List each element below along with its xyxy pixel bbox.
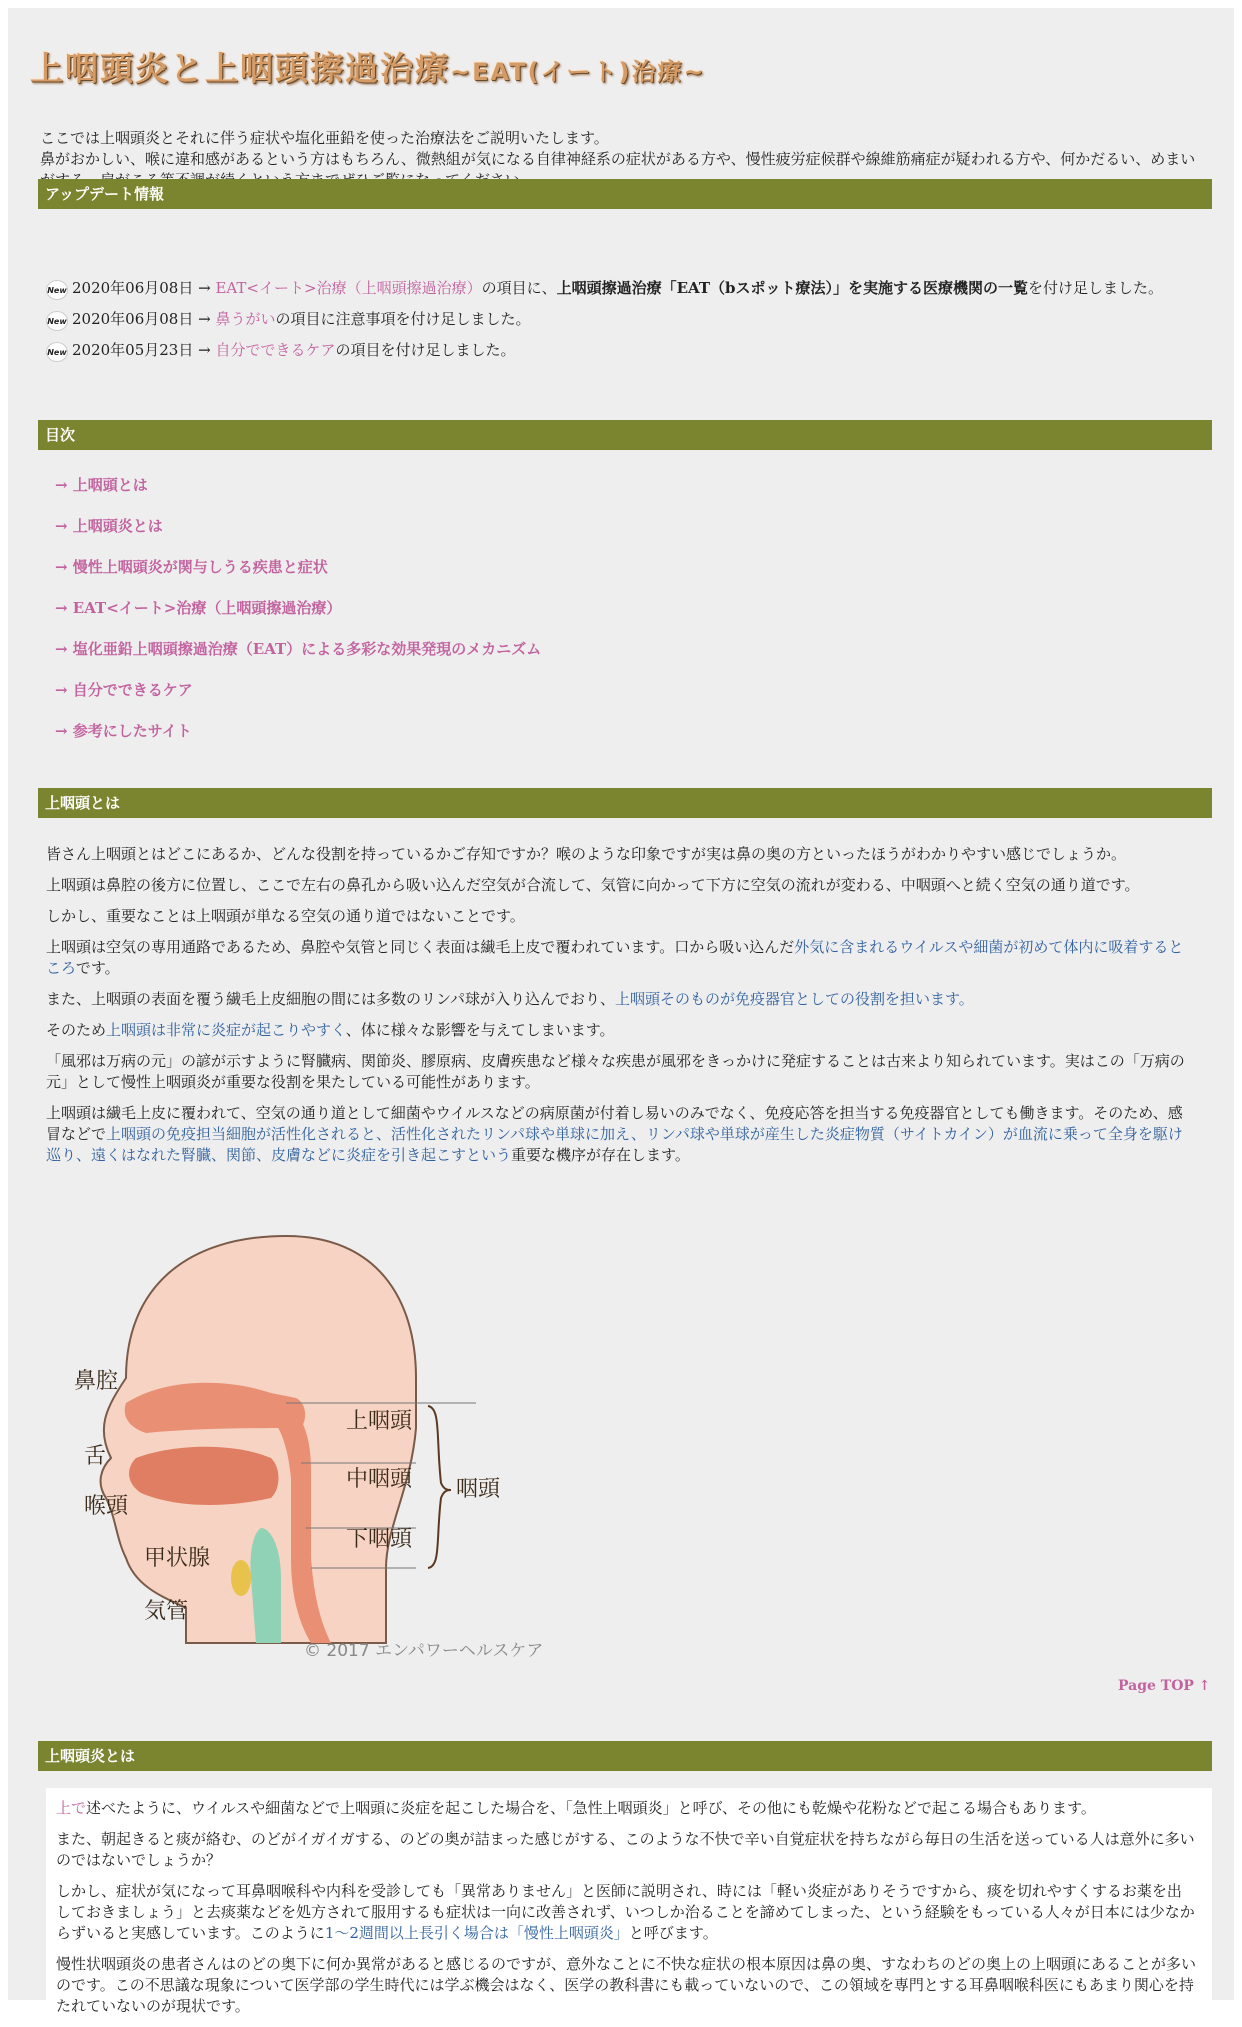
highlight-text: 上咽頭そのものが免疫器官としての役割を担います。	[614, 990, 974, 1008]
update-link[interactable]: 鼻うがい	[215, 310, 276, 328]
page-top-link[interactable]: Page TOP ↑	[1118, 1678, 1211, 1694]
text: また、上咽頭の表面を覆う繊毛上皮細胞の間には多数のリンパ球が入り込んでおり、	[46, 990, 615, 1008]
update-text: の項目を付け足しました。	[335, 341, 516, 359]
page-title	[30, 43, 706, 90]
paragraph: また、朝起きると痰が絡む、のどがイガイガする、のどの奥が詰まった感じがする、このような不快で辛い自覚症状を持ちながら毎日の生活を送っている人は意外に多いのではないでしょうか？	[56, 1830, 1195, 1869]
toc-link-mechanism[interactable]: → 塩化亜鉛上咽頭擦過治療（EAT）による多彩な効果発現のメカニズム	[55, 640, 542, 658]
update-date: 2020年05月23日 →	[72, 341, 211, 359]
update-bold: 上咽頭擦過治療「EAT（bスポット療法）」を実施する医療機関の一覧	[556, 279, 1028, 297]
paragraph: 上咽頭は鼻腔の後方に位置し、ここで左右の鼻孔から吸い込んだ空気が合流して、気管に向かって下方に空気の流れが変わる、中咽頭へと続く空気の通り道です。	[46, 876, 1140, 894]
paragraph: 慢性状咽頭炎の患者さんはのどの奥下に何か異常があると感じるのですが、意外なことに不快な症状の根本原因は鼻の奥、すなわちのどの奥上の上咽頭にあることが多いのです。この不思議な現象について医学部の学生時代には学ぶ機会はなく、医学の教科書にも載っていないので、この領域を専門とする耳鼻咽喉科医にもあまり関心を持たれていないのが現状です。	[56, 1955, 1197, 2015]
update-item	[46, 309, 1206, 331]
toc-link-eat[interactable]: → EAT<イート>治療（上咽頭擦過治療）	[55, 599, 342, 617]
label-koujousen: 甲状腺	[144, 1546, 211, 1571]
paragraph	[46, 1020, 1196, 1041]
paragraph: しかし、重要なことは上咽頭が単なる空気の通り道ではないことです。	[46, 907, 525, 925]
update-text: の項目に注意事項を付け足しました。	[275, 310, 531, 328]
label-kikan: 気管	[144, 1599, 189, 1624]
text: です。	[75, 959, 120, 977]
label-kaintou: 下咽頭	[346, 1527, 413, 1552]
paragraph	[46, 1103, 1196, 1166]
highlight-text: 外気に含まれるウイルスや細菌が初めて体内に吸着するところ	[46, 938, 1184, 977]
label-shita: 舌	[84, 1444, 107, 1469]
toc-link-selfcare[interactable]: → 自分でできるケア	[55, 681, 193, 699]
up-link[interactable]: 上で	[56, 1799, 87, 1817]
text: と呼びます。	[628, 1924, 718, 1942]
title-main: 上咽頭炎と上咽頭擦過治療	[30, 49, 450, 88]
thyroid-shape	[231, 1560, 251, 1596]
update-tail: を付け足しました。	[1028, 279, 1164, 297]
highlight-text: 上咽頭の免疫担当細胞が活性化されると、活性化されたリンパ球や単球に加え、リンパ球や単球が産生した炎症物質（サイトカイン）が血流に乗って全身を駆け巡り、遠くはなれた腎臓、関節、皮膚などに炎症を引き起こすという	[46, 1125, 1183, 1164]
toc-link-jouintou[interactable]: → 上咽頭とは	[55, 476, 148, 494]
paragraph	[46, 989, 1196, 1010]
paragraph: 「風邪は万病の元」の諺が示すように腎臓病、関節炎、膠原病、皮膚疾患など様々な疾患が風邪をきっかけに発症することは古来より知られています。実はこの「万病の元」として慢性上咽頭炎が重要な役割を果たしている可能性があります。	[46, 1052, 1185, 1091]
update-body	[211, 278, 1206, 300]
section-heading-jouintou: 上咽頭とは	[38, 788, 1212, 818]
update-link[interactable]: 自分でできるケア	[215, 341, 336, 359]
diagram-credit: © 2017 エンパワーヘルスケア	[304, 1641, 544, 1661]
text: 上咽頭は繊毛上皮に覆われて、空気の通り道として細菌やウイルスなどの病原菌が付着し易いのみでなく、免疫応答を担当する免疫器官としても働きます。そのため、感冒などで	[46, 1104, 1183, 1143]
update-date: 2020年06月08日 →	[72, 279, 211, 297]
page-container	[8, 8, 1234, 2015]
highlight-text: 上咽頭は非常に炎症が起こりやすく	[106, 1021, 346, 1039]
label-jouintou: 上咽頭	[346, 1409, 413, 1434]
section-heading-jouintouen: 上咽頭炎とは	[38, 1741, 1212, 1771]
pharynx-anatomy-diagram	[56, 1228, 546, 1668]
label-chuuintou: 中咽頭	[346, 1467, 413, 1492]
text: 、体に様々な影響を与えてしまいます。	[345, 1021, 615, 1039]
table-of-contents	[55, 474, 541, 761]
update-item	[46, 278, 1206, 300]
paragraph	[56, 1881, 1196, 1944]
toc-link-diseases[interactable]: → 慢性上咽頭炎が関与しうる疾患と症状	[55, 558, 328, 576]
new-badge-icon: New	[46, 342, 68, 362]
paragraph	[46, 937, 1196, 979]
update-body	[211, 309, 1206, 331]
label-bikuu: 鼻腔	[74, 1369, 119, 1394]
section-jouintouen	[46, 1788, 1212, 2015]
toc-link-references[interactable]: → 参考にしたサイト	[55, 722, 192, 740]
update-date: 2020年06月08日 →	[72, 310, 211, 328]
update-link[interactable]: EAT<イート>治療（上咽頭擦過治療）	[215, 279, 482, 297]
toc-link-jouintouen[interactable]: → 上咽頭炎とは	[55, 517, 163, 535]
updates-heading: アップデート情報	[38, 179, 1212, 209]
text: しかし、症状が気になって耳鼻咽喉科や内科を受診しても「異常ありません」と医師に説明され、時には「軽い炎症がありそうですから、痰を切れやすくするお薬を出しておきましょう」と去痰薬などを処方されて服用するも症状は一向に改善されず、いつしか治ることを諦めてしまった、という経験をもっている人々が日本には少なからずいると実感しています。このように	[56, 1882, 1195, 1942]
text: 重要な機序が存在します。	[511, 1146, 690, 1164]
new-badge-icon: New	[46, 280, 68, 300]
text: 述べたように、ウイルスや細菌などで上咽頭に炎症を起こした場合を、「急性上咽頭炎」と呼び、その他にも乾燥や花粉などで起こる場合もあります。	[86, 1799, 1096, 1817]
text: 上咽頭は空気の専用通路であるため、鼻腔や気管と同じく表面は繊毛上皮で覆われています。口から吸い込んだ	[46, 938, 795, 956]
section-jouintou	[46, 844, 1196, 1176]
paragraph: 皆さん上咽頭とはどこにあるか、どんな役割を持っているかご存知ですか？喉のような印象ですが実は鼻の奥の方といったほうがわかりやすい感じでしょうか。	[46, 845, 1127, 863]
label-koutou: 喉頭	[84, 1494, 129, 1519]
updates-list	[46, 278, 1206, 371]
text: そのため	[46, 1021, 107, 1039]
highlight-text: 1～2週間以上長引く場合は「慢性上咽頭炎」	[324, 1924, 629, 1942]
intro-line-1: ここでは上咽頭炎とそれに伴う症状や塩化亜鉛を使った治療法をご説明いたします。	[40, 129, 609, 147]
label-intou: 咽頭	[456, 1477, 501, 1502]
toc-heading: 目次	[38, 420, 1212, 450]
update-text: の項目に、	[481, 279, 557, 297]
update-item	[46, 340, 1206, 362]
section-body	[56, 1798, 1196, 2027]
new-badge-icon: New	[46, 311, 68, 331]
tongue-shape	[129, 1447, 278, 1505]
update-body	[211, 340, 1206, 362]
intro-line-2: 鼻がおかしい、喉に違和感があるという方はもちろん、微熱組が気になる自律神経系の症状がある方や、慢性疲労症候群や線維筋痛症が疑われる方や、何かだるい、めまい	[40, 150, 1196, 168]
title-suffix: ~EAT(イート)治療~	[450, 58, 706, 86]
pharynx-brace	[428, 1406, 451, 1568]
paragraph	[56, 1798, 1196, 1819]
